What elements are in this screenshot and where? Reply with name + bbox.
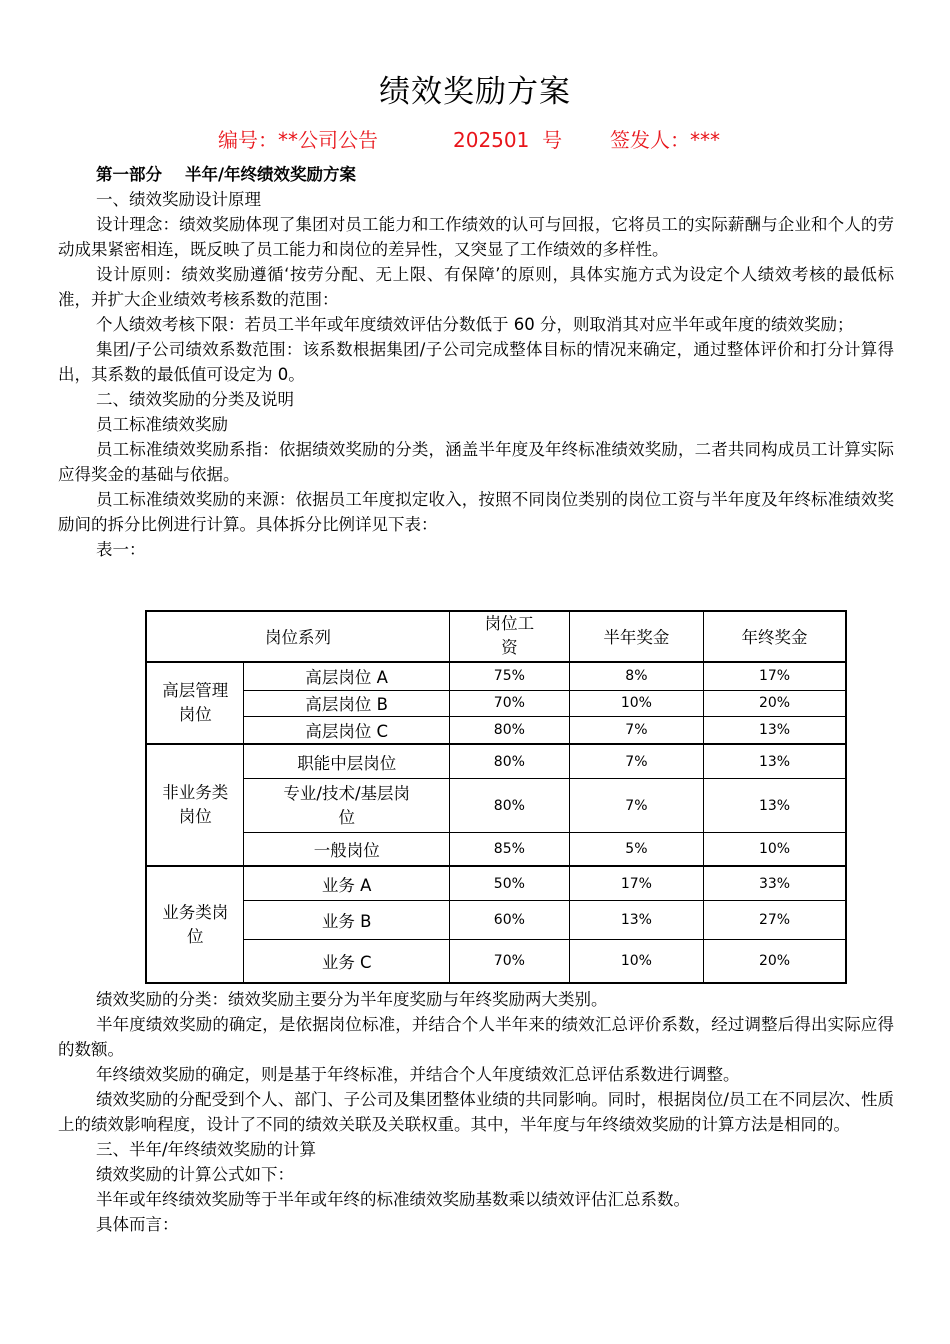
announcement-number: 编号：**公司公告 [218,128,378,152]
table-label: 表一： [96,540,146,559]
table-row [146,779,846,833]
bonus-split-table [145,610,847,984]
paragraph: 员工标准绩效奖励的来源：依据员工年度拟定收入，按照不同岗位类别的岗位工资与半年度及年终标准绩效奖励间的拆分比例进行计算。具体拆分比例详见下表： [58,490,894,534]
value-cell: 10% [569,690,703,716]
position-cell: 一般岗位 [244,833,450,867]
value-cell: 7% [569,744,703,779]
value-cell: 13% [569,901,703,940]
paragraph: 半年度绩效奖励的确定，是依据岗位标准，并结合个人半年来的绩效汇总评价系数，经过调整后得出实际应得的数额。 [58,1015,894,1059]
announcement-year: 202501 号 [453,128,563,152]
value-cell: 13% [704,717,846,744]
value-cell: 80% [450,779,570,833]
paragraph: 个人绩效考核下限：若员工半年或年度绩效评估分数低于 60 分，则取消其对应半年或年度的绩效奖励； [96,315,854,334]
value-cell: 80% [450,717,570,744]
position-cell: 高层岗位 A [244,662,450,690]
group-cell: 业务类岗位 [146,866,244,983]
announcement-signer: 签发人：*** [610,128,720,152]
value-cell: 20% [704,690,846,716]
announcement-header [0,124,950,154]
subheading-classification: 二、绩效奖励的分类及说明 [96,390,294,409]
table-row [146,717,846,744]
value-cell: 10% [704,833,846,867]
group-cell: 高层管理岗位 [146,662,244,744]
table-row [146,690,846,716]
value-cell: 13% [704,779,846,833]
position-cell: 专业/技术/基层岗位 [244,779,450,833]
position-cell: 高层岗位 C [244,717,450,744]
paragraph: 半年或年终绩效奖励等于半年或年终的标准绩效奖励基数乘以绩效评估汇总系数。 [96,1190,690,1209]
position-cell: 业务 A [244,866,450,901]
paragraph: 绩效奖励的分配受到个人、部门、子公司及集团整体业绩的共同影响。同时，根据岗位/员工在不同层次、性质上的绩效影响程度，设计了不同的绩效关联及关联权重。其中，半年度与年终绩效奖励的计算方法是相同的。 [58,1090,894,1134]
value-cell: 27% [704,901,846,940]
value-cell: 20% [704,939,846,983]
value-cell: 60% [450,901,570,940]
section-heading: 第一部分 半年/年终绩效奖励方案 [96,165,357,184]
value-cell: 10% [569,939,703,983]
value-cell: 7% [569,717,703,744]
paragraph: 设计原则：绩效奖励遵循‘按劳分配、无上限、有保障’的原则，具体实施方式为设定个人绩效考核的最低标准，并扩大企业绩效考核系数的范围： [58,265,894,309]
value-cell: 75% [450,662,570,690]
document-body-continued [58,987,894,1237]
column-header: 岗位系列 [146,611,450,662]
column-header: 半年奖金 [569,611,703,662]
position-cell: 职能中层岗位 [244,744,450,779]
value-cell: 70% [450,690,570,716]
subheading-design-principle: 一、绩效奖励设计原理 [96,190,261,209]
position-cell: 业务 B [244,901,450,940]
position-cell: 高层岗位 B [244,690,450,716]
value-cell: 50% [450,866,570,901]
table-row [146,866,846,901]
value-cell: 17% [704,662,846,690]
paragraph: 设计理念：绩效奖励体现了集团对员工能力和工作绩效的认可与回报，它将员工的实际薪酬与企业和个人的劳动成果紧密相连，既反映了员工能力和岗位的差异性，又突显了工作绩效的多样性。 [58,215,894,259]
table-row [146,662,846,690]
subheading-standard-bonus: 员工标准绩效奖励 [96,415,228,434]
value-cell: 80% [450,744,570,779]
table-row [146,939,846,983]
table-row [146,833,846,867]
table-header-row [146,611,846,662]
document-body [58,162,894,562]
value-cell: 8% [569,662,703,690]
page-title: 绩效奖励方案 [379,74,571,110]
table-row [146,901,846,940]
subheading-calculation: 三、半年/年终绩效奖励的计算 [96,1140,317,1159]
value-cell: 13% [704,744,846,779]
value-cell: 33% [704,866,846,901]
position-cell: 业务 C [244,939,450,983]
column-header: 年终奖金 [704,611,846,662]
table-row [146,744,846,779]
paragraph: 集团/子公司绩效系数范围：该系数根据集团/子公司完成整体目标的情况来确定，通过整体评价和打分计算得出，其系数的最低值可设定为 0。 [58,340,894,384]
paragraph: 绩效奖励的分类：绩效奖励主要分为半年度奖励与年终奖励两大类别。 [96,990,608,1009]
paragraph: 绩效奖励的计算公式如下： [96,1165,294,1184]
paragraph: 具体而言： [96,1215,179,1234]
paragraph: 年终绩效奖励的确定，则是基于年终标准，并结合个人年度绩效汇总评估系数进行调整。 [96,1065,740,1084]
value-cell: 70% [450,939,570,983]
value-cell: 85% [450,833,570,867]
value-cell: 7% [569,779,703,833]
value-cell: 5% [569,833,703,867]
paragraph: 员工标准绩效奖励系指：依据绩效奖励的分类，涵盖半年度及年终标准绩效奖励，二者共同构成员工计算实际应得奖金的基础与依据。 [58,440,894,484]
value-cell: 17% [569,866,703,901]
group-cell: 非业务类岗位 [146,744,244,866]
column-header: 岗位工资 [450,611,570,662]
